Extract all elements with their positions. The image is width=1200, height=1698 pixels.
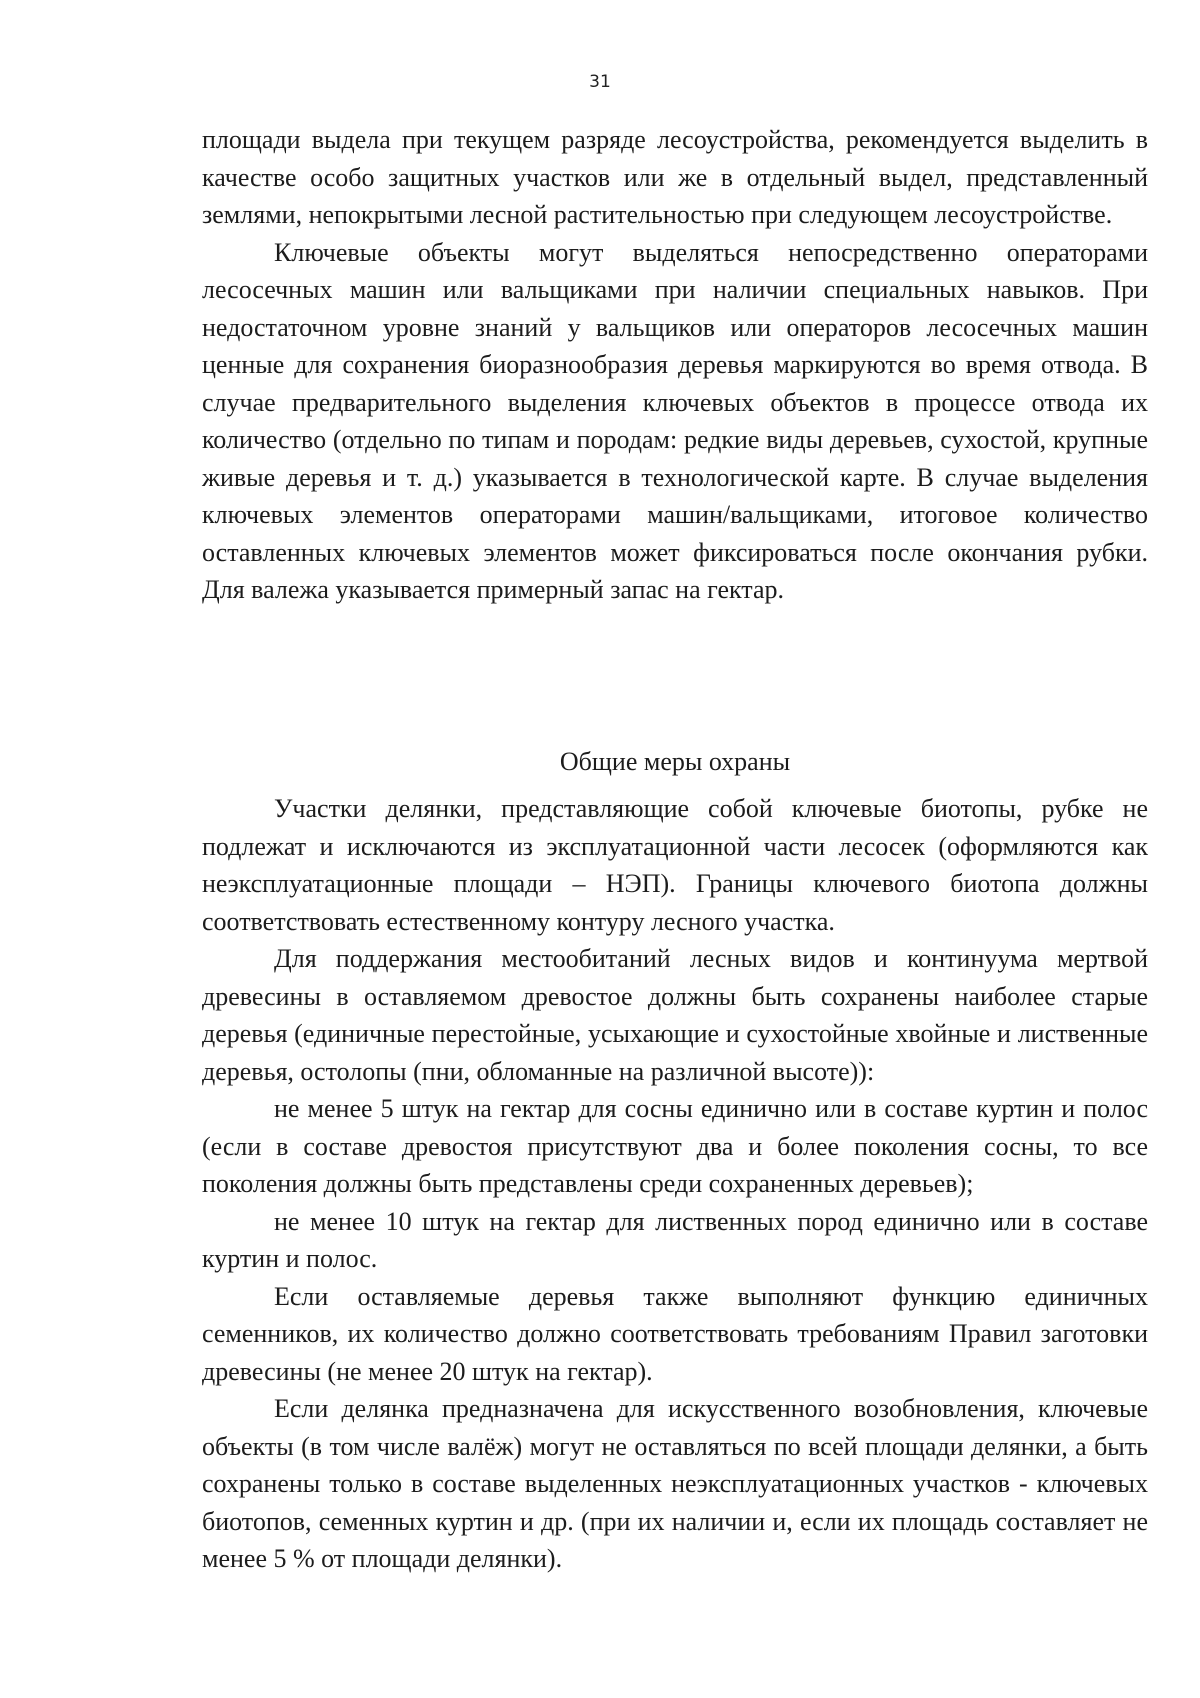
paragraph-continuation: площади выдела при текущем разряде лесоустройства, рекомендуется выделить в качестве особо защитных участков или же в отдельный выдел, представленный землями, непокрытыми лесной растительностью при следующем лесоустройстве. [202, 125, 1148, 229]
paragraph-artificial-regeneration: Если делянка предназначена для искусственного возобновления, ключевые объекты (в том числе валёж) могут не оставляться по всей площади делянки, а быть сохранены только в составе выделенных неэксплуатационных участков - ключевых биотопов, семенных куртин и др. (при их наличии и, если их площадь составляет не менее 5 % от площади делянки). [202, 1394, 1148, 1573]
section-1-body [202, 121, 1148, 609]
paragraph-seed-trees: Если оставляемые деревья также выполняют функцию единичных семенников, их количество должно соответствовать требованиям Правил заготовки древесины (не менее 20 штук на гектар). [202, 1281, 1148, 1386]
page-number: 31 [589, 72, 611, 92]
list-item-deciduous: не менее 10 штук на гектар для лиственных пород единично или в составе куртин и полос. [202, 1206, 1148, 1273]
paragraph-old-trees: Для поддержания местообитаний лесных видов и континуума мертвой древесины в оставляемом древостое должны быть сохранены наиболее старые деревья (единичные перестойные, усыхающие и сухостойные хвойные и лиственные деревья, остолопы (пни, обломанные на различной высоте)): [202, 944, 1148, 1086]
section-heading: Общие меры охраны [559, 747, 791, 776]
paragraph-key-objects: Ключевые объекты могут выделяться непосредственно операторами лесосечных машин или вальщиками при наличии специальных навыков. При недостаточном уровне знаний у вальщиков или операторов лесосечных машин ценные для сохранения биоразнообразия деревья маркируются во время отвода. В случае предварительного выделения ключевых объектов в процессе отвода их количество (отдельно по типам и породам: редкие виды деревьев, сухостой, крупные живые деревья и т. д.) указывается в технологической карте. В случае выделения ключевых элементов операторами машин/вальщиками, итоговое количество оставленных ключевых элементов может фиксироваться после окончания рубки. Для валежа указывается примерный запас на гектар. [202, 237, 1148, 604]
list-item-pine: не менее 5 штук на гектар для сосны единично или в составе куртин и полос (если в составе древостоя присутствуют два и более поколения сосны, то все поколения должны быть представлены среди сохраненных деревьев); [202, 1094, 1148, 1198]
section-2-body [202, 790, 1148, 1578]
paragraph-key-biotopes: Участки делянки, представляющие собой ключевые биотопы, рубке не подлежат и исключаются из эксплуатационной части лесосек (оформляются как неэксплуатационные площади – НЭП). Границы ключевого биотопа должны соответствовать естественному контуру лесного участка. [202, 794, 1148, 936]
